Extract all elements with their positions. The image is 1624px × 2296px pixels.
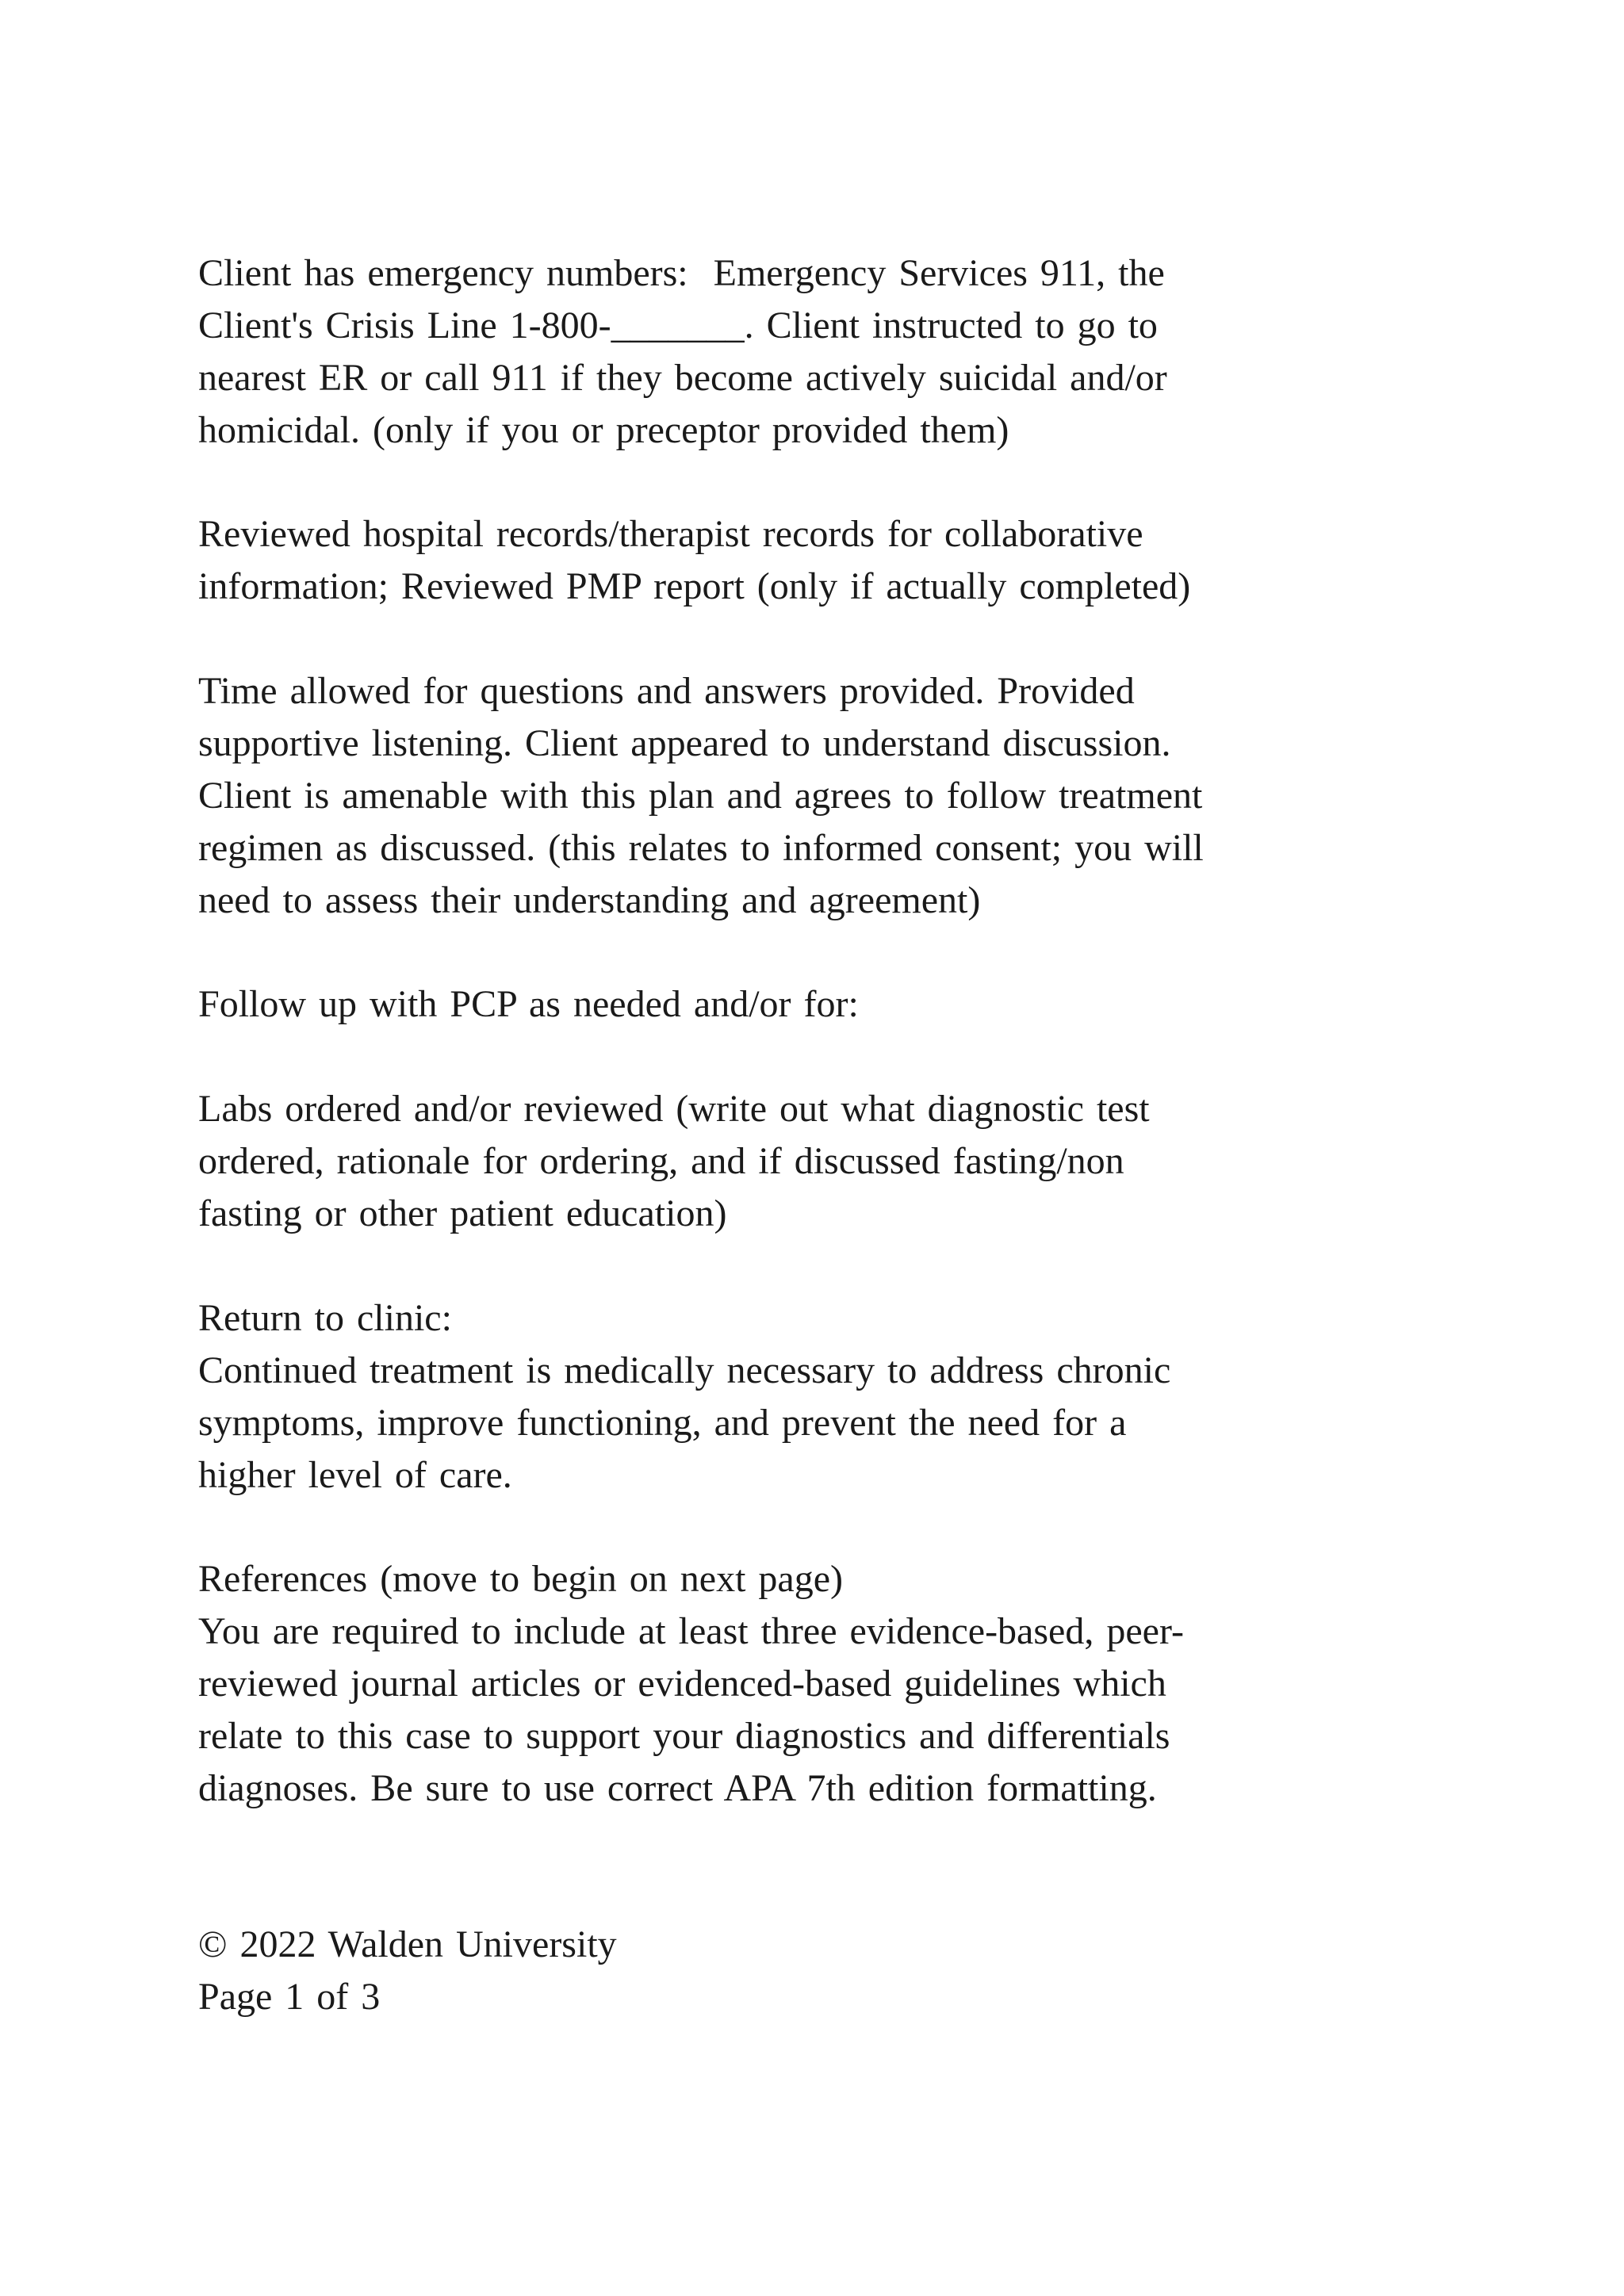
text-line: regimen as discussed. (this relates to informed consent; you will bbox=[198, 827, 1204, 869]
text-line: Client is amenable with this plan and agrees to follow treatment bbox=[198, 775, 1203, 817]
text-line: Labs ordered and/or reviewed (write out what diagnostic test bbox=[198, 1088, 1150, 1130]
text-line: Continued treatment is medically necessary to address chronic bbox=[198, 1349, 1171, 1391]
text-line: Client's Crisis Line 1-800-_______. Client instructed to go to bbox=[198, 304, 1158, 346]
text-line: Time allowed for questions and answers provided. Provided bbox=[198, 670, 1135, 712]
text-line: Follow up with PCP as needed and/or for: bbox=[198, 983, 859, 1025]
text-line: relate to this case to support your diagnostics and differentials bbox=[198, 1715, 1170, 1757]
text-line: ordered, rationale for ordering, and if discussed fasting/non bbox=[198, 1140, 1124, 1182]
text-line: Reviewed hospital records/therapist records for collaborative bbox=[198, 513, 1143, 555]
text-line: diagnoses. Be sure to use correct APA 7th edition formatting. bbox=[198, 1767, 1157, 1809]
copyright-notice: © 2022 Walden University bbox=[198, 1923, 617, 1965]
text-line: Return to clinic: bbox=[198, 1297, 452, 1339]
text-line: need to assess their understanding and agreement) bbox=[198, 879, 981, 921]
page-number: Page 1 of 3 bbox=[198, 1976, 381, 2018]
text-line: Client has emergency numbers: Emergency Services 911, the bbox=[198, 252, 1165, 294]
text-line: information; Reviewed PMP report (only if actually completed) bbox=[198, 565, 1191, 607]
text-line: reviewed journal articles or evidenced-based guidelines which bbox=[198, 1663, 1166, 1705]
text-line: You are required to include at least three evidence-based, peer- bbox=[198, 1610, 1184, 1652]
text-line: nearest ER or call 911 if they become actively suicidal and/or bbox=[198, 357, 1167, 399]
text-line: supportive listening. Client appeared to understand discussion. bbox=[198, 722, 1171, 764]
text-line: References (move to begin on next page) bbox=[198, 1558, 844, 1600]
text-line: higher level of care. bbox=[198, 1454, 512, 1496]
text-line: homicidal. (only if you or preceptor provided them) bbox=[198, 409, 1009, 451]
text-line: fasting or other patient education) bbox=[198, 1192, 727, 1234]
text-line: symptoms, improve functioning, and prevent the need for a bbox=[198, 1402, 1127, 1444]
